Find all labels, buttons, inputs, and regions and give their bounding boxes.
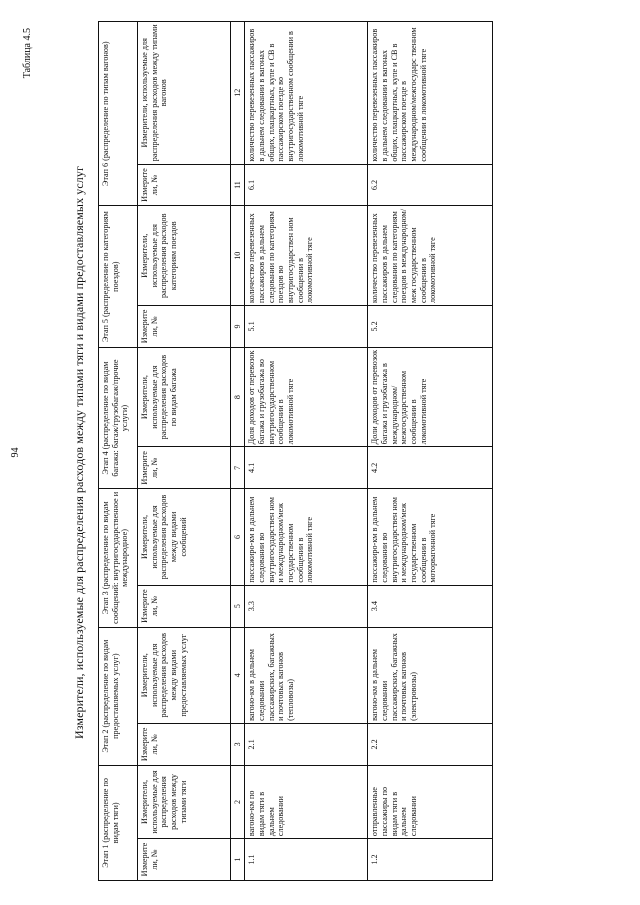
- meter-code: 3.4: [368, 585, 493, 627]
- meter-header-1: Измерители, используемые для распределения расходов между типами тяги: [138, 765, 231, 838]
- code-header: Измерите ли, №: [138, 585, 231, 627]
- meter-description: вагоно-км по видам тяги в дальнем следовании: [245, 765, 368, 838]
- meter-header-2: Измерители, используемые для распределения расходов между видами предоставляемых услуг: [138, 627, 231, 723]
- code-header: Измерите ли, №: [138, 723, 231, 765]
- meter-code: 2.2: [368, 723, 493, 765]
- meter-code: 4.1: [245, 447, 368, 489]
- stage-2-header: Этап 2 (распределение по видам предоставляемых услуг): [99, 627, 138, 765]
- meter-description: количество перевезенных пассажиров в дальнем следовании в вагонах общих, плацкартных, купе и СВ в пассажирском поезде во внутригосударственном сообщении в локомотивной тяге: [245, 22, 368, 165]
- meter-description: отправленные пассажиры по видам тяги в дальнем следовании: [368, 765, 493, 838]
- meter-header-6: Измерители, используемые для распределения расходов между типами вагонов: [138, 22, 231, 165]
- meter-code: 4.2: [368, 447, 493, 489]
- code-header: Измерите ли, №: [138, 839, 231, 881]
- meter-header-3: Измерители, используемые для распределения расходов между видами сообщений: [138, 489, 231, 585]
- code-header: Измерите ли, №: [138, 447, 231, 489]
- stage-1-header: Этап 1 (распределение по видам тяги): [99, 765, 138, 880]
- table-title: Измерители, используемые для распределения расходов между типами тяги и видами предоставляемых услуг: [72, 165, 86, 740]
- column-number: 6: [231, 489, 245, 585]
- column-number: 5: [231, 585, 245, 627]
- code-header: Измерите ли, №: [138, 164, 231, 206]
- column-number: 7: [231, 447, 245, 489]
- stage-6-header: Этап 6 (распределение по типам вагонов): [99, 22, 138, 206]
- subheader-row: [138, 22, 231, 881]
- stage-3-header: Этап 3 (распределение по видам сообщений: внутригосударственное и международное): [99, 489, 138, 627]
- column-number: 4: [231, 627, 245, 723]
- column-number-row: [231, 22, 245, 881]
- column-number: 3: [231, 723, 245, 765]
- meter-description: количество перевезенных пассажиров в дальнем следовании по категориям поездов во внутригосударствен ном сообщении в локомотивной тяге: [245, 206, 368, 306]
- meter-code: 2.1: [245, 723, 368, 765]
- column-number: 12: [231, 22, 245, 165]
- column-number: 11: [231, 164, 245, 206]
- stage-4-header: Этап 4 (распределение по видам багажа: багаж/грузобагаж/прочие услуги): [99, 347, 138, 488]
- table-row: [368, 22, 493, 881]
- stage-header-row: [99, 22, 138, 881]
- meter-header-4: Измерители, используемые для распределения расходов по видам багажа: [138, 347, 231, 447]
- page-number: 94: [10, 447, 21, 458]
- column-number: 10: [231, 206, 245, 306]
- meter-description: вагоно-км в дальнем следовании пассажирских, багажных и почтовых вагонов (электровозы): [368, 627, 493, 723]
- table-row: [245, 22, 368, 881]
- meter-description: пассажиро-км в дальнем следовании во внутригосударствен ном и международном/меж государственном сообщении в моторвагонной тяге: [368, 489, 493, 585]
- meter-code: 1.1: [245, 839, 368, 881]
- meter-code: 1.2: [368, 839, 493, 881]
- meter-code: 3.3: [245, 585, 368, 627]
- stage-5-header: Этап 5 (распределение по категориям поездов): [99, 206, 138, 347]
- meter-description: Доля доходов от перевозок багажа и грузобагажа во внутригосударственном сообщении в локомотивной тяге: [245, 347, 368, 447]
- code-header: Измерите ли, №: [138, 305, 231, 347]
- meter-code: 6.2: [368, 164, 493, 206]
- meter-code: 5.2: [368, 305, 493, 347]
- table-label: Таблица 4.5: [22, 28, 33, 79]
- meter-description: количество перевезенных пассажиров в дальнем следовании по категориям поездов в международном/меж государственном сообщении в локомотивной тяге: [368, 206, 493, 306]
- meter-code: 5.1: [245, 305, 368, 347]
- meter-description: количество перевезенных пассажиров в дальнем следовании в вагонах общих, плацкартных, купе и СВ в пассажирском поезде в международном/межгосударс твенном сообщении в локомотивной тяге: [368, 22, 493, 165]
- meter-description: Доли доходов от перевозок багажа и грузобагажа в международном/межгосударственном сообщении в локомотивной тяге: [368, 347, 493, 447]
- column-number: 1: [231, 839, 245, 881]
- meter-description: вагоно-км в дальнем следовании пассажирских, багажных и почтовых вагонов (тепловозы): [245, 627, 368, 723]
- meter-header-5: Измерители, используемые для распределения расходов категориям поездов: [138, 206, 231, 306]
- meter-description: пассажиро-км в дальнем следовании во внутригосударствен ном и международном/меж государственном сообщении в локомотивной тяге: [245, 489, 368, 585]
- column-number: 2: [231, 765, 245, 838]
- column-number: 9: [231, 305, 245, 347]
- meters-table: [98, 21, 493, 881]
- column-number: 8: [231, 347, 245, 447]
- meter-code: 6.1: [245, 164, 368, 206]
